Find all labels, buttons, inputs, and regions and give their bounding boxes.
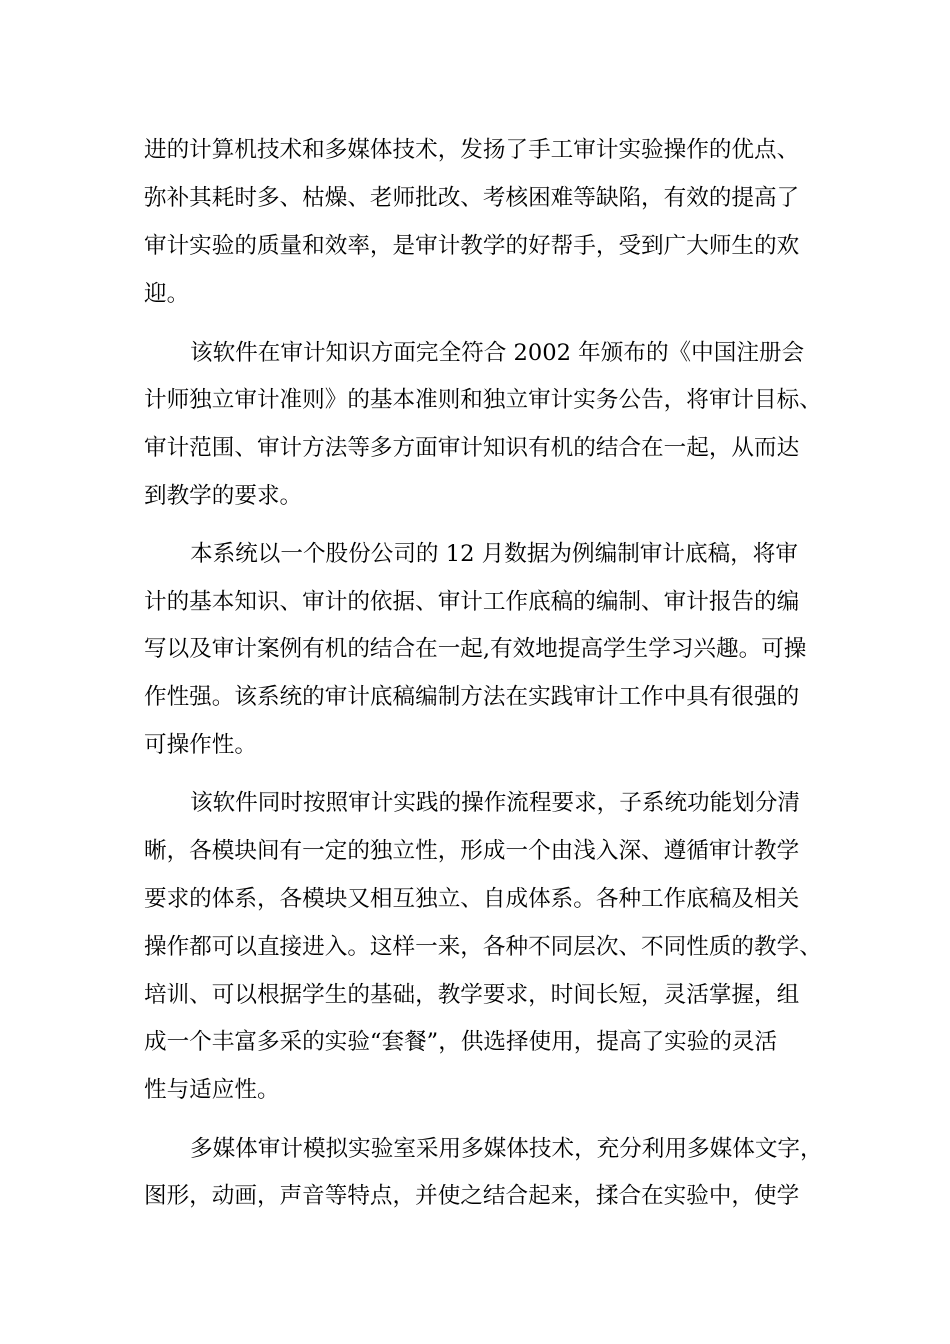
text-line: 本系统以一个股份公司的 12 月数据为例编制审计底稿，将审 [190,541,798,567]
text-line: 多媒体审计模拟实验室采用多媒体技术，充分利用多媒体文字， [190,1136,823,1162]
text-line: 成一个丰富多采的实验“套餐”，供选择使用，提高了实验的灵活 [144,1029,778,1055]
text-line: 迎。 [144,281,190,307]
text-line: 进的计算机技术和多媒体技术，发扬了手工审计实验操作的优点、 [144,137,800,163]
text-line: 性与适应性。 [144,1077,280,1103]
text-line: 要求的体系，各模块又相互独立、自成体系。各种工作底稿及相关 [144,886,800,912]
text-line: 作性强。该系统的审计底稿编制方法在实践审计工作中具有很强的 [144,684,800,710]
text-line: 到教学的要求。 [144,483,303,509]
text-line: 计师独立审计准则》的基本准则和独立审计实务公告，将审计目标、 [144,387,822,413]
text-line: 该软件在审计知识方面完全符合 2002 年颁布的《中国注册会 [190,340,805,366]
text-line: 审计实验的质量和效率，是审计教学的好帮手，受到广大师生的欢 [144,233,800,259]
text-line: 弥补其耗时多、枯燥、老师批改、考核困难等缺陷，有效的提高了 [144,185,800,211]
text-line: 审计范围、审计方法等多方面审计知识有机的结合在一起，从而达 [144,435,800,461]
text-line: 晰，各模块间有一定的独立性，形成一个由浅入深、遵循审计教学 [144,838,800,864]
text-line: 计的基本知识、审计的依据、审计工作底稿的编制、审计报告的编 [144,589,800,615]
text-line: 操作都可以直接进入。这样一来，各种不同层次、不同性质的教学、 [144,934,822,960]
text-line: 该软件同时按照审计实践的操作流程要求，子系统功能划分清 [190,790,801,816]
text-line: 写以及审计案例有机的结合在一起,有效地提高学生学习兴趣。可操 [144,636,807,662]
text-line: 图形，动画，声音等特点，并使之结合起来，揉合在实验中，使学 [144,1183,800,1209]
text-line: 可操作性。 [144,732,257,758]
text-line: 培训、可以根据学生的基础，教学要求，时间长短，灵活掌握，组 [144,982,800,1008]
